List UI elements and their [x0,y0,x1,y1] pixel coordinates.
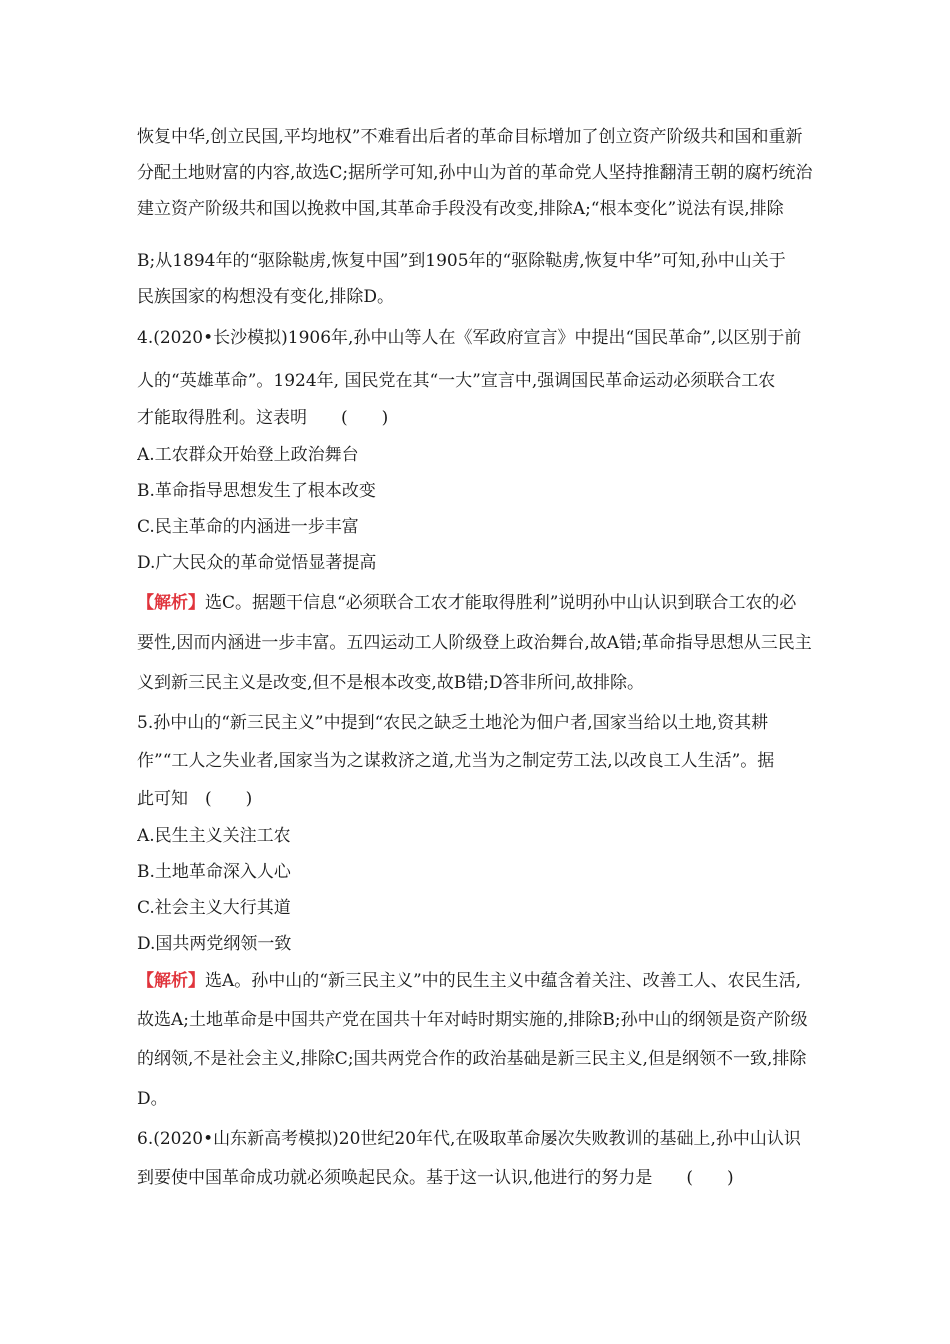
question-5-stem: 此可知 ( ) [137,789,253,809]
analysis-text: 选A。孙中山的“新三民主义”中的民生主义中蕴含着关注、改善工人、农民生活, [205,971,802,991]
analysis-label: 【解析】 [137,593,205,613]
question-5-option-a: A.民生主义关注工农 [137,826,291,846]
text-line: 民族国家的构想没有变化,排除D。 [137,287,395,307]
question-5-option-d: D.国共两党纲领一致 [137,934,292,954]
text-line: 的纲领,不是社会主义,排除C;国共两党合作的政治基础是新三民主义,但是纲领不一致,排除 [137,1049,807,1069]
text-line: D。 [137,1089,168,1109]
text-line: 恢复中华,创立民国,平均地权”不难看出后者的革命目标增加了创立资产阶级共和国和重新 [137,127,803,147]
question-4-option-c: C.民主革命的内涵进一步丰富 [137,517,359,537]
question-6-stem: 6.(2020•山东新高考模拟)20世纪20年代,在吸取革命屡次失败教训的基础上,孙中山认识 [137,1129,801,1149]
text-line: B;从1894年的“驱除鞑虏,恢复中国”到1905年的“驱除鞑虏,恢复中华”可知,孙中山关于 [137,251,786,271]
question-5-stem: 5.孙中山的“新三民主义”中提到“农民之缺乏土地沦为佃户者,国家当给以土地,资其耕 [137,713,769,733]
question-4-option-d: D.广大民众的革命觉悟显著提高 [137,553,377,573]
text-line: 要性,因而内涵进一步丰富。五四运动工人阶级登上政治舞台,故A错;革命指导思想从三民主 [137,633,812,653]
question-6-stem: 到要使中国革命成功就必须唤起民众。基于这一认识,他进行的努力是 ( ) [137,1168,734,1188]
text-line: 建立资产阶级共和国以挽救中国,其革命手段没有改变,排除A;“根本变化”说法有误,排除 [137,199,784,219]
question-5-option-b: B.土地革命深入人心 [137,862,291,882]
question-5-option-c: C.社会主义大行其道 [137,898,291,918]
question-4-stem: 人的“英雄革命”。1924年, 国民党在其“一大”宣言中,强调国民革命运动必须联合工农 [137,371,776,391]
text-line: 义到新三民主义是改变,但不是根本改变,故B错;D答非所问,故排除。 [137,673,645,693]
question-4-option-b: B.革命指导思想发生了根本改变 [137,481,376,501]
analysis-text: 选C。据题干信息“必须联合工农才能取得胜利”说明孙中山认识到联合工农的必 [205,593,797,613]
question-4-stem: 4.(2020•长沙模拟)1906年,孙中山等人在《军政府宣言》中提出“国民革命”,以区别于前 [137,328,802,348]
question-5-analysis [137,968,817,994]
question-5-stem: 作”“工人之失业者,国家当为之谋救济之道,尤当为之制定劳工法,以改良工人生活”。据 [137,751,775,771]
question-4-stem: 才能取得胜利。这表明 ( ) [137,408,389,428]
question-4-analysis [137,590,817,616]
analysis-label: 【解析】 [137,971,205,991]
text-line: 故选A;土地革命是中国共产党在国共十年对峙时期实施的,排除B;孙中山的纲领是资产阶级 [137,1010,808,1030]
question-4-option-a: A.工农群众开始登上政治舞台 [137,445,359,465]
text-line: 分配土地财富的内容,故选C;据所学可知,孙中山为首的革命党人坚持推翻清王朝的腐朽统治 [137,163,813,183]
